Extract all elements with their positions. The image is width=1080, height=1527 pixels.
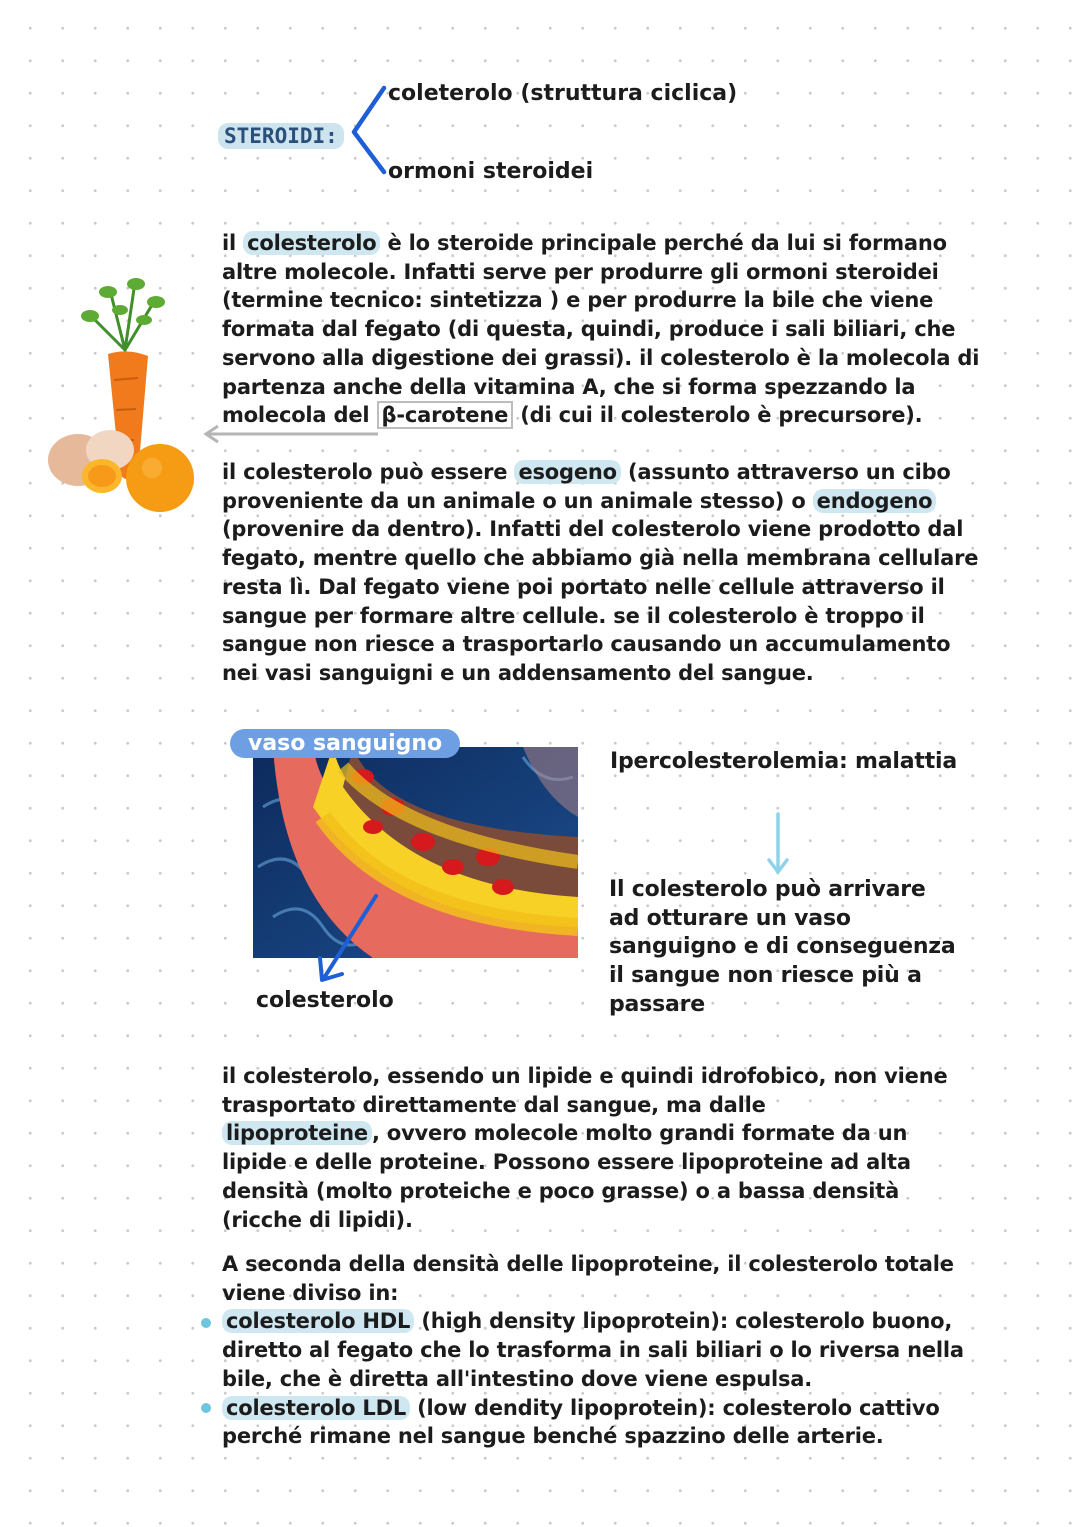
paragraph-exogenous-endogenous	[222, 458, 978, 688]
blood-vessel-illustration	[253, 747, 578, 958]
text-line	[222, 1091, 948, 1120]
text-line	[222, 458, 978, 487]
highlighted-term: esogeno	[514, 460, 620, 484]
text-line	[222, 1148, 948, 1177]
text-line	[222, 515, 978, 544]
text-run: lipide e delle proteine. Possono essere lipoproteine ad alta	[222, 1150, 911, 1175]
text-line	[222, 630, 978, 659]
text-run: sangue non riesce a trasportarlo causando un accumulamento	[222, 632, 951, 657]
text-line	[222, 1336, 964, 1365]
paragraph-hdl-ldl	[222, 1250, 964, 1451]
arrow-to-cholesterol-icon	[312, 890, 382, 990]
text-run: A seconda della densità delle lipoproteine, il colesterolo totale	[222, 1252, 954, 1276]
text-line	[222, 1119, 948, 1148]
text-line	[222, 487, 978, 516]
highlighted-term: colesterolo HDL	[222, 1309, 414, 1333]
boxed-term: β-carotene	[377, 401, 514, 429]
steroidi-label: STEROIDI:	[218, 123, 344, 149]
text-line	[222, 229, 979, 258]
vegetables-illustration	[40, 270, 210, 520]
bullet-icon	[201, 1403, 211, 1413]
text-run: è lo steroide principale perché da lui si formano	[380, 231, 947, 255]
text-line	[222, 573, 978, 602]
branch-bottom: ormoni steroidei	[388, 159, 594, 184]
text-run: (low dendity lipoprotein): colesterolo cattivo	[410, 1395, 940, 1420]
text-line	[222, 1062, 948, 1091]
arrow-down-icon	[765, 812, 791, 876]
text-line	[222, 286, 979, 315]
text-run: (provenire da dentro). Infatti del colesterolo viene prodotto dal	[222, 517, 964, 542]
text-run: resta lì. Dal fegato viene poi portato nelle cellule attraverso il	[222, 574, 945, 599]
text-run: trasportato direttamente dal sangue, ma dalle	[222, 1092, 766, 1117]
text-run: proveniente da un animale o un animale stesso) o	[222, 488, 813, 513]
paragraph-lipoproteins	[222, 1062, 948, 1234]
text-run: servono alla digestione dei grassi). il colesterolo è la molecola di	[222, 345, 980, 370]
cholesterol-caption: colesterolo	[256, 988, 394, 1013]
text-run: (ricche di lipidi).	[222, 1207, 413, 1232]
text-run: , ovvero molecole molto grandi formate da un	[371, 1121, 908, 1146]
text-run: il	[222, 231, 244, 255]
hypercholesterolemia-description	[609, 876, 956, 1020]
text-run: il colesterolo può essere	[222, 460, 515, 484]
text-run: densità (molto proteiche e poco grasse) o a bassa densità	[222, 1178, 900, 1203]
text-run: perché rimane nel sangue benché spazzino delle arterie.	[222, 1424, 884, 1449]
vaso-sanguigno-label: vaso sanguigno	[230, 729, 460, 758]
text-run: sangue per formare altre cellule. se il colesterolo è troppo il	[222, 603, 925, 628]
text-line	[222, 1206, 948, 1235]
text-line: ad otturare un vaso	[609, 905, 851, 931]
branch-top: coleterolo (struttura ciclica)	[388, 81, 738, 106]
text-run: il colesterolo, essendo un lipide e quindi idrofobico, non viene	[222, 1064, 948, 1088]
text-run: (high density lipoprotein): colesterolo buono,	[414, 1309, 953, 1334]
text-line	[222, 315, 979, 344]
text-run: diretto al fegato che lo trasforma in sali biliari o lo riversa nella	[222, 1338, 964, 1363]
text-line: Il colesterolo può arrivare	[609, 877, 926, 902]
text-line	[222, 1394, 964, 1423]
highlighted-term: lipoproteine	[222, 1121, 372, 1145]
text-run: (di cui il colesterolo è precursore).	[513, 403, 923, 428]
text-run: nei vasi sanguigni e un addensamento del sangue.	[222, 660, 814, 685]
text-line: il sangue non riesce più a	[609, 963, 922, 989]
text-line: sanguigno e di conseguenza	[609, 934, 956, 960]
text-run: fegato, mentre quello che abbiamo già nella membrana cellulare	[222, 546, 979, 571]
text-line	[222, 1422, 964, 1451]
text-line	[222, 344, 979, 373]
text-run: molecola del	[222, 403, 377, 428]
text-line	[222, 1365, 964, 1394]
bracket-icon	[340, 80, 390, 180]
text-run: (termine tecnico: sintetizza ) e per produrre la bile che viene	[222, 288, 934, 313]
text-run: bile, che è diretta all'intestino dove viene espulsa.	[222, 1366, 813, 1391]
highlighted-term: colesterolo	[243, 231, 380, 255]
text-line	[222, 1307, 964, 1336]
text-line: passare	[609, 991, 705, 1017]
text-run: formata dal fegato (di questa, quindi, produce i sali biliari, che	[222, 317, 956, 342]
highlighted-term: colesterolo LDL	[222, 1396, 410, 1420]
highlighted-term: endogeno	[813, 489, 937, 513]
hypercholesterolemia-title: Ipercolesterolemia: malattia	[610, 749, 958, 774]
text-line	[222, 544, 978, 573]
text-run: viene diviso in:	[222, 1280, 399, 1305]
text-line	[222, 373, 979, 402]
text-run: (assunto attraverso un cibo	[620, 460, 951, 484]
text-line	[222, 659, 978, 688]
text-line	[222, 1177, 948, 1206]
text-line	[222, 602, 978, 631]
text-line	[222, 1250, 964, 1279]
text-line	[222, 258, 979, 287]
text-run: partenza anche della vitamina A, che si forma spezzando la	[222, 374, 916, 399]
text-run: altre molecole. Infatti serve per produrre gli ormoni steroidei	[222, 259, 939, 284]
bullet-icon	[201, 1318, 211, 1328]
paragraph-cholesterol-role	[222, 229, 979, 430]
text-line	[222, 1279, 964, 1308]
text-line	[222, 401, 979, 430]
